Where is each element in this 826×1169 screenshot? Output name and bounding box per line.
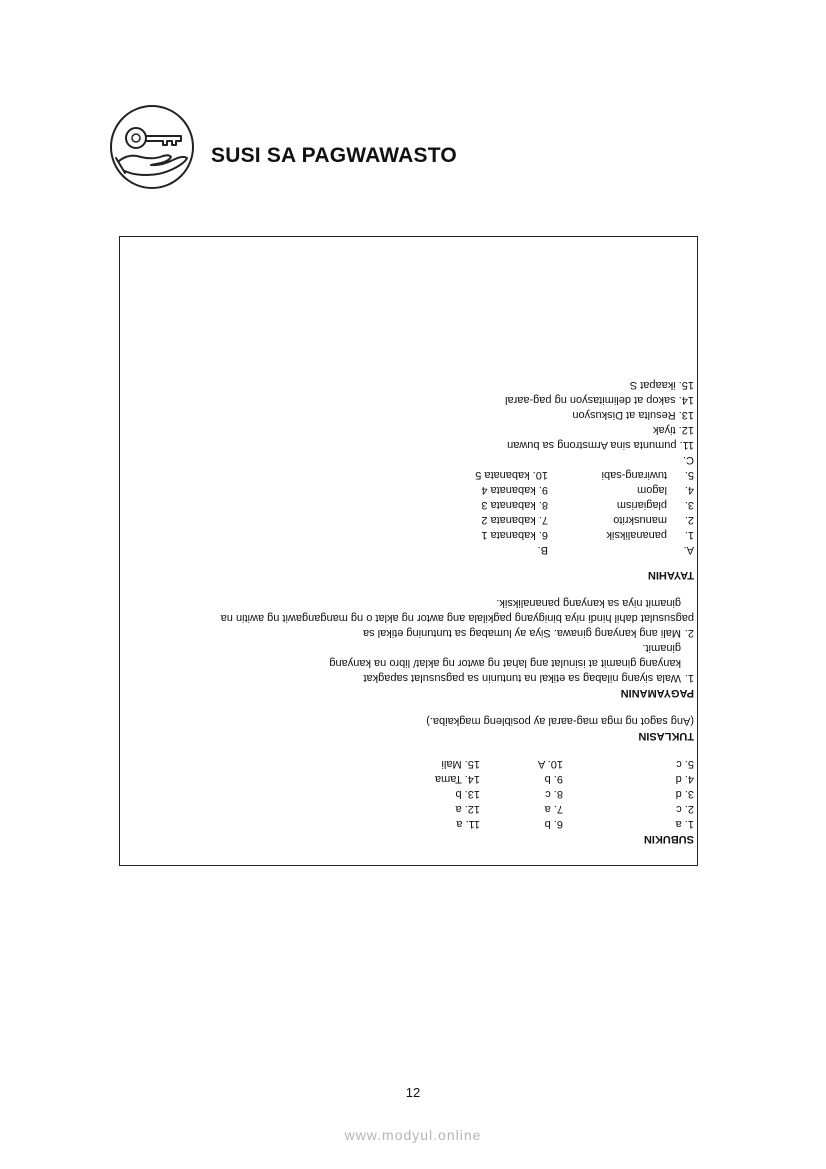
item-answer: 15. ikaapat S — [629, 379, 694, 391]
item-number: 1. — [684, 672, 694, 684]
section-title-pagyamanin: PAGYAMANIN — [620, 687, 694, 699]
answer-cell: 10. A — [537, 758, 563, 770]
item-line: Mali ang kanyang ginawa. Siya ay lumabag sa tuntuning etikal sa — [363, 627, 681, 639]
subukin-answers — [126, 756, 694, 831]
answer-cell: 6. b — [544, 818, 563, 830]
section-title-subukin: SUBUKIN — [643, 833, 694, 845]
flipped-answer-content — [120, 237, 696, 864]
tayahin-row — [126, 467, 694, 482]
answer-key-box — [119, 236, 698, 866]
answer-row — [126, 801, 694, 816]
pagyamanin-item-1 — [126, 640, 694, 685]
tayahin-row — [126, 527, 694, 542]
tayahin-row — [126, 512, 694, 527]
item-number: 1. — [684, 529, 694, 541]
tayahin-row — [126, 482, 694, 497]
item-number: 4. — [684, 484, 694, 496]
item-line: kanyang ginamit at isinulat ang lahat ng awtor ng aklat/ libro na kanyang — [329, 657, 681, 669]
answer-cell: 2. c — [676, 803, 694, 815]
item-answer: 14. sakop at delimitasyon ng pag-aaral — [505, 394, 694, 406]
part-b-label: B. — [537, 544, 548, 556]
section-title-tayahin: TAYAHIN — [647, 569, 694, 581]
item-line: ginamit niya sa kanyang pananaliksik. — [496, 597, 681, 609]
watermark-url: www.modyul.online — [344, 1127, 482, 1143]
item-line: Wala siyang nilabag sa etikal na tuntunin sa pagsusulat sapagkat — [363, 672, 681, 684]
answer-row — [126, 771, 694, 786]
item-answer: 6. kabanata 1 — [481, 529, 548, 541]
item-answer: 8. kabanata 3 — [481, 499, 548, 511]
answer-cell: 4. d — [675, 773, 694, 785]
item-answer: 7. kabanata 2 — [481, 514, 548, 526]
item-answer: manuskrito — [613, 514, 667, 526]
section-title-tuklasin: TUKLASIN — [638, 730, 694, 742]
page-title: SUSI SA PAGWAWASTO — [211, 144, 457, 167]
item-answer: lagom — [637, 484, 667, 496]
answer-row — [126, 786, 694, 801]
pagyamanin-item-2 — [126, 595, 694, 640]
answer-cell: 7. a — [544, 803, 563, 815]
item-answer: 9. kabanata 4 — [481, 484, 548, 496]
tayahin-row — [126, 497, 694, 512]
key-in-hand-icon — [103, 103, 201, 191]
item-number: 2. — [684, 514, 694, 526]
item-line: ginamit. — [642, 642, 681, 654]
page-number: 12 — [405, 1085, 421, 1100]
item-answer: 11. pumunta sina Armstrong sa buwan — [507, 439, 694, 451]
answer-cell: 5. c — [676, 758, 694, 770]
item-answer: 10. kabanata 5 — [475, 469, 548, 481]
answer-cell: 9. b — [544, 773, 563, 785]
answer-cell: 15. Mali — [441, 758, 480, 770]
item-answer: 12. tiyak — [653, 424, 694, 436]
part-c-label: C. — [683, 454, 694, 466]
item-answer: plagiarism — [616, 499, 667, 511]
answer-cell: 11. a — [456, 818, 480, 830]
item-answer: 13. Resulta at Diskusyon — [572, 409, 694, 421]
answer-cell: 14. Tama — [434, 773, 480, 785]
item-number: 2. — [684, 627, 694, 639]
item-line: pagsusulat dahil hindi niya binigyang pagkilala ang awtor ng aklat o ng mangangawit ng awitin na — [220, 612, 694, 624]
answer-row — [126, 756, 694, 771]
answer-cell: 1. a — [675, 818, 694, 830]
answer-cell: 3. d — [675, 788, 694, 800]
answer-cell: 12. a — [455, 803, 480, 815]
item-answer: pananaliksik — [606, 529, 667, 541]
tayahin-ab-labels — [126, 542, 694, 557]
answer-row — [126, 816, 694, 831]
item-answer: tuwirang-sabi — [601, 469, 667, 481]
answer-cell: 8. c — [545, 788, 563, 800]
part-a-label: A. — [683, 544, 694, 556]
item-number: 3. — [684, 499, 694, 511]
tuklasin-note: (Ang sagot ng mga mag-aaral ay posibleng magkaiba.) — [426, 715, 694, 727]
item-number: 5. — [684, 469, 694, 481]
answer-cell: 13. b — [455, 788, 480, 800]
